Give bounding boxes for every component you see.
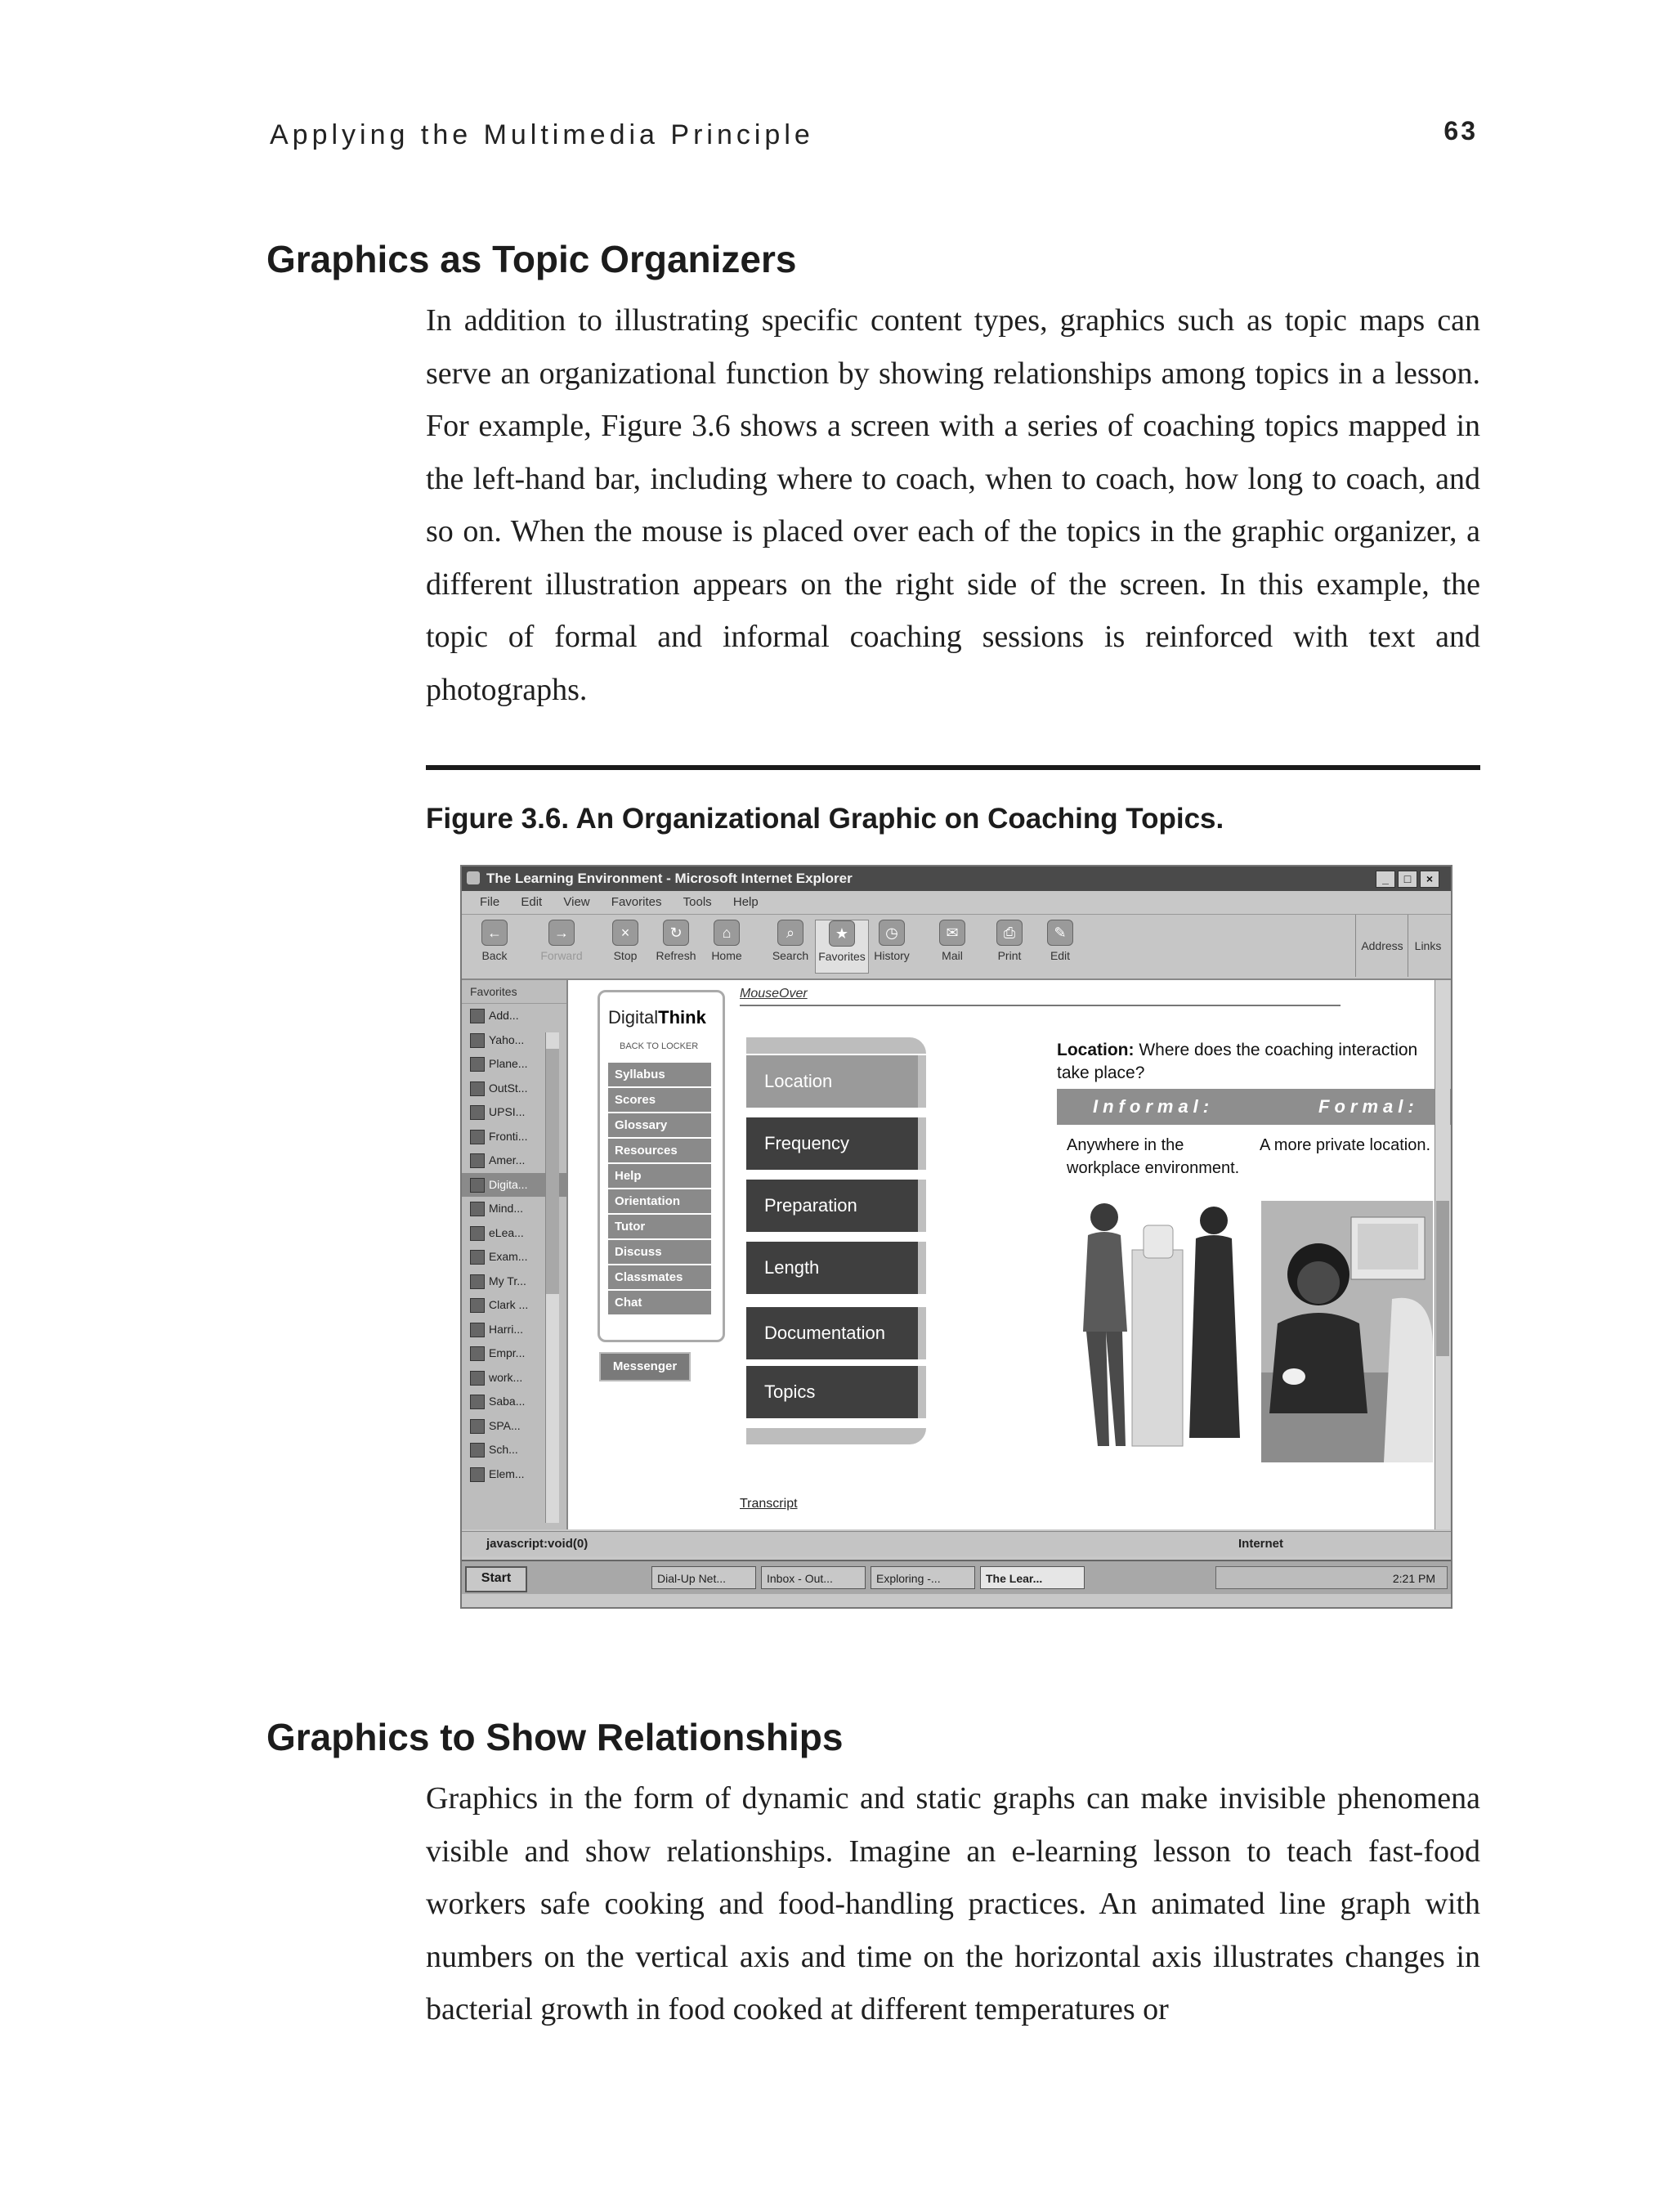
back-arrow-icon: ← (481, 920, 508, 946)
back-button[interactable]: ← Back (468, 920, 521, 962)
menu-tools[interactable]: Tools (683, 895, 712, 909)
favorites-item[interactable]: UPSI... (462, 1100, 566, 1125)
menu-resources[interactable]: Resources (608, 1139, 711, 1162)
favorites-item[interactable]: Sch... (462, 1438, 566, 1462)
close-icon[interactable]: × (1420, 871, 1439, 888)
favorites-item[interactable]: eLea... (462, 1221, 566, 1246)
system-tray (1215, 1566, 1448, 1589)
body-paragraph: In addition to illustrating specific content types, graphics such as topic maps can serve an organizational function by showing relationships among topics in a lesson. For example, Figure 3.6 shows a screen with a series of coaching topics mapped in the left-hand bar, including where to coach, when to coach, how long to coach, and so on. When the mouse is placed over each of the topics in the graphic organizer, a different illustration appears on the right side of the screen. In this example, the topic of formal and informal coaching sessions is reinforced with text and photographs. (426, 303, 1480, 707)
mouseover-label: MouseOver (740, 987, 808, 1001)
page-icon (470, 1443, 485, 1458)
topic-topics[interactable]: Topics (746, 1366, 926, 1418)
menu-tutor[interactable]: Tutor (608, 1215, 711, 1238)
scrollbar-thumb[interactable] (1436, 1201, 1449, 1356)
ie-icon (467, 871, 480, 884)
favorites-pane (462, 980, 568, 1529)
home-button[interactable]: ⌂ Home (700, 920, 753, 962)
section-title-show-relationships: Graphics to Show Relationships (266, 1716, 844, 1758)
favorites-item[interactable]: OutSt... (462, 1077, 566, 1101)
page-icon (470, 1346, 485, 1361)
page-icon (470, 1371, 485, 1386)
page-icon (470, 1298, 485, 1313)
print-button[interactable]: ⎙ Print (983, 920, 1036, 962)
favorites-item[interactable]: Clark ... (462, 1293, 566, 1318)
favorites-item[interactable]: Yaho... (462, 1028, 566, 1053)
page-icon (470, 1274, 485, 1289)
digitalthink-logo: DigitalThink (608, 1007, 706, 1028)
taskbar (462, 1560, 1451, 1594)
page-icon (470, 1395, 485, 1409)
search-icon: ⌕ (777, 920, 803, 946)
favorites-item[interactable]: Plane... (462, 1052, 566, 1077)
print-icon: ⎙ (996, 920, 1023, 946)
page-icon (470, 1226, 485, 1241)
clock: 2:21 PM (1392, 1572, 1435, 1585)
minimize-icon[interactable]: _ (1376, 871, 1395, 888)
transcript-link[interactable]: Transcript (740, 1497, 798, 1511)
address-label[interactable]: Address (1355, 915, 1408, 977)
menu-glossary[interactable]: Glossary (608, 1113, 711, 1137)
menu-file[interactable]: File (480, 895, 500, 909)
page-number: 63 (1443, 116, 1478, 146)
menu-discuss[interactable]: Discuss (608, 1240, 711, 1264)
menu-scores[interactable]: Scores (608, 1088, 711, 1112)
task-exploring[interactable]: Exploring -... (871, 1566, 975, 1589)
informal-formal-bar (1057, 1089, 1452, 1125)
refresh-button[interactable]: ↻ Refresh (650, 920, 702, 962)
page-content (583, 980, 1435, 1529)
favorites-item[interactable]: Empr... (462, 1341, 566, 1366)
back-to-locker-link[interactable]: BACK TO LOCKER (620, 1041, 699, 1051)
search-button[interactable]: ⌕ Search (764, 920, 817, 962)
favorites-scrollbar[interactable] (545, 1032, 559, 1523)
menu-classmates[interactable]: Classmates (608, 1265, 711, 1289)
refresh-icon: ↻ (663, 920, 689, 946)
informal-photo (1073, 1193, 1261, 1462)
formal-text: A more private location. (1260, 1136, 1430, 1154)
body-paragraph: Graphics in the form of dynamic and static graphs can make invisible phenomena visible and show relationships. Imagine an e-learning lesson to teach fast-food workers safe cooking and food-handling practices. An animated line graph with numbers on the vertical axis and time on the horizontal axis illustrates changes in bacterial growth in food cooked at different temperatures or (426, 1781, 1480, 2026)
page-icon (470, 1153, 485, 1168)
favorites-item[interactable]: Amer... (462, 1149, 566, 1173)
mail-button[interactable]: ✉ Mail (926, 920, 978, 962)
topic-location[interactable]: Location (746, 1055, 926, 1108)
status-zone: Internet (1238, 1537, 1284, 1551)
menu-chat[interactable]: Chat (608, 1291, 711, 1314)
side-menu (608, 1063, 711, 1316)
task-learning-env[interactable]: The Lear... (980, 1566, 1085, 1589)
page-icon (470, 1202, 485, 1216)
history-icon: ◷ (879, 920, 905, 946)
maximize-icon[interactable]: □ (1398, 871, 1417, 888)
menu-help[interactable]: Help (732, 895, 759, 909)
menu-syllabus[interactable]: Syllabus (608, 1063, 711, 1086)
favorites-button[interactable]: ★ Favorites (815, 920, 869, 974)
links-label[interactable]: Links (1408, 915, 1448, 977)
mail-icon: ✉ (939, 920, 965, 946)
page-icon (470, 1081, 485, 1096)
favorites-item[interactable]: Add... (462, 1004, 566, 1028)
favorites-item[interactable]: Mind... (462, 1197, 566, 1221)
menu-favorites[interactable]: Favorites (611, 895, 662, 909)
figure-caption: Figure 3.6. An Organizational Graphic on Coaching Topics. (426, 803, 1224, 835)
formal-photo (1261, 1201, 1433, 1462)
favorites-item[interactable]: Harri... (462, 1318, 566, 1342)
running-head: Applying the Multimedia Principle (270, 119, 814, 150)
location-question: Location: Where does the coaching interaction take place? (1057, 1041, 1418, 1082)
menu-view[interactable]: View (563, 895, 590, 909)
page-icon (470, 1250, 485, 1265)
page-icon (470, 1419, 485, 1434)
menu-help[interactable]: Help (608, 1164, 711, 1188)
topic-preparation[interactable]: Preparation (746, 1180, 926, 1232)
forward-arrow-icon: → (548, 920, 575, 946)
menu-bar (462, 891, 1451, 915)
task-inbox[interactable]: Inbox - Out... (761, 1566, 866, 1589)
page-icon (470, 1033, 485, 1048)
page-icon (470, 1130, 485, 1144)
page-icon (470, 1323, 485, 1337)
edit-icon: ✎ (1047, 920, 1073, 946)
topic-length[interactable]: Length (746, 1242, 926, 1294)
topic-documentation[interactable]: Documentation (746, 1307, 926, 1359)
favorites-item[interactable]: SPA... (462, 1414, 566, 1439)
page-icon (470, 1178, 485, 1193)
window-titlebar (462, 866, 1451, 891)
figure-rule (426, 765, 1480, 770)
figure-screenshot (460, 865, 1452, 1609)
digitalthink-nav (598, 990, 725, 1342)
folder-icon (470, 1009, 485, 1023)
informal-text: Anywhere in the workplace environment. (1067, 1136, 1240, 1177)
favorites-header: Favorites (462, 980, 566, 1004)
favorites-item[interactable]: work... (462, 1366, 566, 1390)
status-bar (462, 1531, 1451, 1556)
favorites-item[interactable]: My Tr... (462, 1269, 566, 1294)
stop-button[interactable]: × Stop (599, 920, 651, 962)
forward-button[interactable]: → Forward (535, 920, 588, 962)
content-scrollbar[interactable] (1435, 980, 1450, 1529)
menu-orientation[interactable]: Orientation (608, 1189, 711, 1213)
start-button[interactable]: Start (465, 1566, 527, 1592)
messenger-button[interactable]: Messenger (599, 1352, 691, 1381)
task-dialup[interactable]: Dial-Up Net... (651, 1566, 756, 1589)
stop-icon: × (612, 920, 638, 946)
menu-edit[interactable]: Edit (521, 895, 543, 909)
page-icon (470, 1057, 485, 1072)
home-icon: ⌂ (714, 920, 740, 946)
history-button[interactable]: ◷ History (866, 920, 918, 962)
status-text: javascript:void(0) (486, 1537, 589, 1551)
favorites-icon: ★ (829, 920, 855, 947)
scrollbar-thumb[interactable] (546, 1049, 559, 1294)
formal-label: Formal: (1318, 1096, 1419, 1117)
favorites-item[interactable]: Saba... (462, 1390, 566, 1414)
favorites-item-selected[interactable]: Digita... (462, 1173, 566, 1198)
edit-button[interactable]: ✎ Edit (1034, 920, 1086, 962)
informal-label: Informal: (1093, 1096, 1215, 1117)
toolbar (462, 915, 1451, 980)
favorites-item[interactable]: Elem... (462, 1462, 566, 1487)
page-icon (470, 1467, 485, 1482)
window-title: The Learning Environment - Microsoft Internet Explorer (486, 871, 853, 886)
favorites-item[interactable]: Exam... (462, 1245, 566, 1269)
favorites-item[interactable]: Fronti... (462, 1125, 566, 1149)
page-icon (470, 1105, 485, 1120)
section-title-topic-organizers: Graphics as Topic Organizers (266, 238, 797, 280)
topic-frequency[interactable]: Frequency (746, 1117, 926, 1170)
